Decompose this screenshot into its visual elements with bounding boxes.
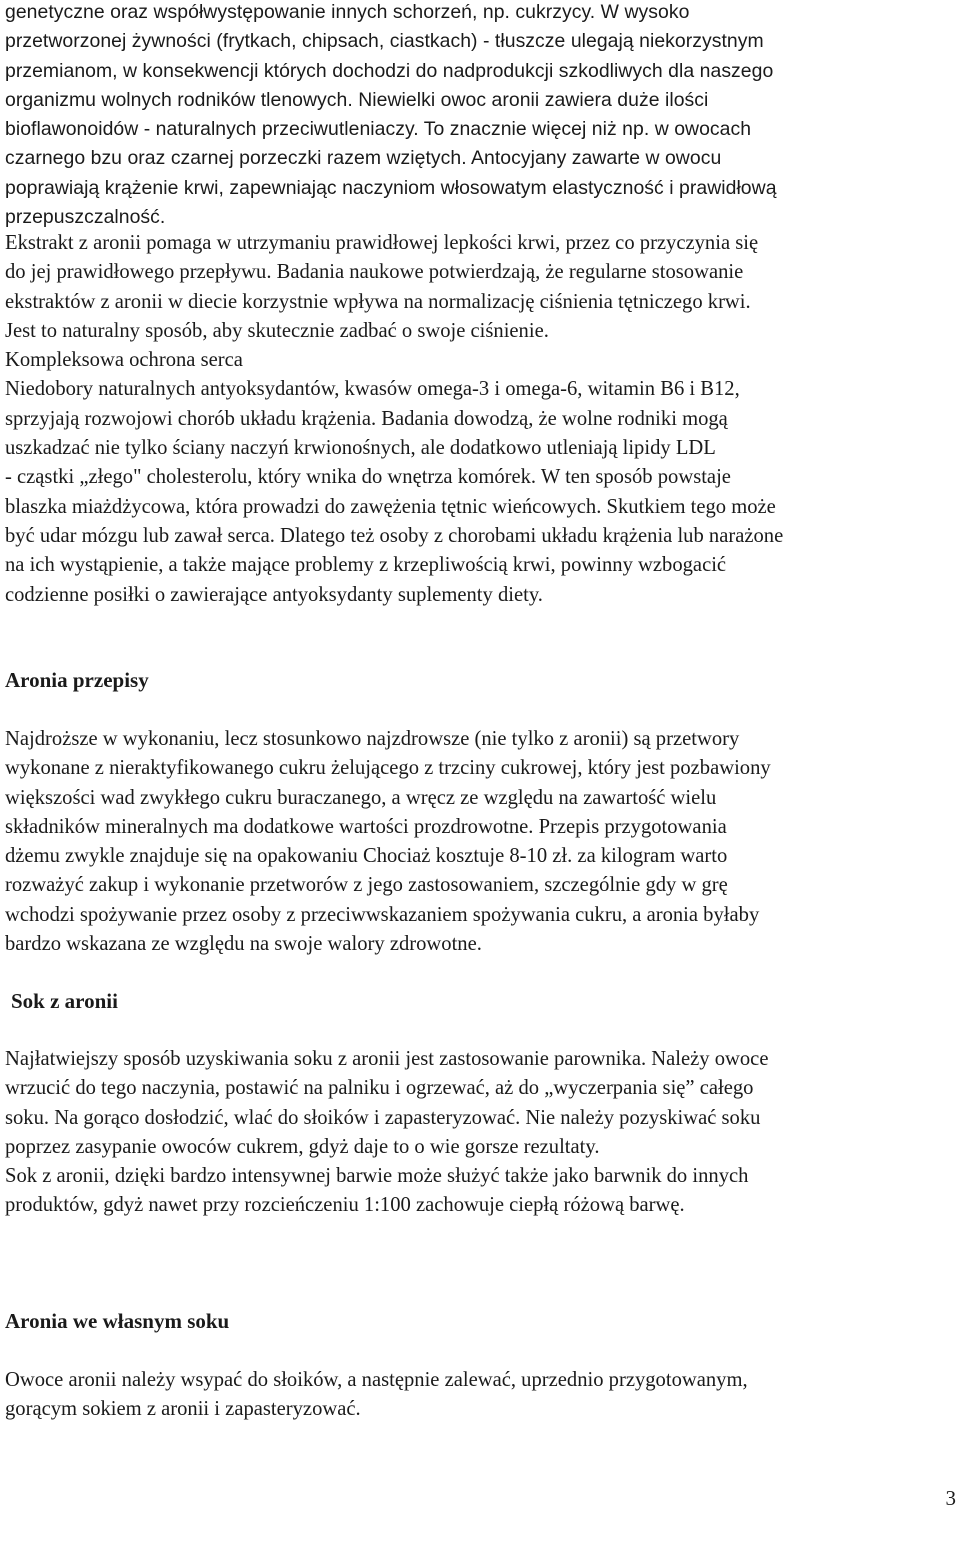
heading-aronia-przepisy: Aronia przepisy — [5, 668, 149, 692]
text-line: Ekstrakt z aronii pomaga w utrzymaniu prawidłowej lepkości krwi, przez co przyczynia się — [5, 232, 759, 254]
text-line: Niedobory naturalnych antyoksydantów, kwasów omega-3 i omega-6, witamin B6 i B12, — [5, 378, 740, 401]
text-line: składników mineralnych ma dodatkowe wartości prozdrowotne. Przepis przygotowania — [5, 815, 727, 838]
text-line: organizmu wolnych rodników tlenowych. Niewielki owoc aronii zawiera duże ilości — [5, 88, 709, 111]
intro-paragraph-sans — [5, 0, 955, 232]
text-line: Najłatwiejszy sposób uzyskiwania soku z aronii jest zastosowanie parownika. Należy owoce — [5, 1048, 769, 1070]
text-line: soku. Na gorąco dosłodzić, wlać do słoików i zapasteryzować. Nie należy pozyskiwać soku — [5, 1106, 761, 1129]
text-line: blaszka miażdżycowa, która prowadzi do zawężenia tętnic wieńcowych. Skutkiem tego może — [5, 495, 776, 518]
text-line: sprzyjają rozwojowi chorób układu krążenia. Badania dowodzą, że wolne rodniki mogą — [5, 407, 728, 430]
text-line: rozważyć zakup i wykonanie przetworów z jego zastosowaniem, szczególnie gdy w grę — [5, 874, 728, 897]
text-line: przetworzonej żywności (frytkach, chipsach, ciastkach) - tłuszcze ulegają niekorzystnym — [5, 30, 764, 53]
text-line: poprawiają krążenie krwi, zapewniając naczyniom włosowatym elastyczność i prawidłową — [5, 176, 777, 199]
text-line: większości wad zwykłego cukru buraczanego, a wręcz ze względu na zawartość wielu — [5, 786, 717, 809]
text-line: wchodzi spożywanie przez osoby z przeciwwskazaniem spożywania cukru, a aronia byłaby — [5, 903, 760, 926]
text-line: dżemu zwykle znajduje się na opakowaniu Chociaż kosztuje 8-10 zł. za kilogram warto — [5, 845, 728, 868]
text-line: produktów, gdyż nawet przy rozcieńczeniu 1:100 zachowuje ciepłą różową barwę. — [5, 1194, 685, 1217]
text-line: Sok z aronii, dzięki bardzo intensywnej barwie może służyć także jako barwnik do innych — [5, 1165, 749, 1188]
text-line: ekstraktów z aronii w diecie korzystnie wpływa na normalizację ciśnienia tętniczego krwi. — [5, 290, 751, 313]
text-line: Kompleksowa ochrona serca — [5, 349, 243, 372]
text-line: Najdroższe w wykonaniu, lecz stosunkowo najzdrowsze (nie tylko z aronii) są przetwory — [5, 728, 740, 750]
recipes-paragraph — [5, 725, 955, 959]
text-line: przepuszczalność. — [5, 206, 166, 229]
text-line: do jej prawidłowego przepływu. Badania naukowe potwierdzają, że regularne stosowanie — [5, 261, 744, 284]
text-line: gorącym sokiem z aronii i zapasteryzować. — [5, 1398, 361, 1421]
text-line: przemianom, w konsekwencji których dochodzi do nadprodukcji szkodliwych dla naszego — [5, 59, 774, 82]
text-line: - cząstki „złego" cholesterolu, który wnika do wnętrza komórek. W ten sposób powstaje — [5, 466, 731, 489]
heart-health-paragraph — [5, 229, 955, 610]
text-line: bardzo wskazana ze względu na swoje walory zdrowotne. — [5, 933, 482, 956]
text-line: czarnego bzu oraz czarnej porzeczki razem wziętych. Antocyjany zawarte w owocu — [5, 147, 722, 170]
text-line: być udar mózgu lub zawał serca. Dlatego też osoby z chorobami układu krążenia lub narażone — [5, 524, 784, 547]
own-juice-paragraph — [5, 1366, 955, 1425]
text-line: wykonane z nieraktyfikowanego cukru żelującego z trzciny cukrowej, który jest pozbawiony — [5, 757, 771, 780]
text-line: uszkadzać nie tylko ściany naczyń krwionośnych, ale dodatkowo utleniają lipidy LDL — [5, 437, 716, 460]
text-line: Owoce aronii należy wsypać do słoików, a następnie zalewać, uprzednio przygotowanym, — [5, 1369, 748, 1391]
text-line: na ich wystąpienie, a także mające problemy z krzepliwością krwi, powinny wzbogacić — [5, 554, 727, 577]
text-line: codzienne posiłki o zawierające antyoksydanty suplementy diety. — [5, 583, 543, 606]
juice-paragraph — [5, 1045, 955, 1221]
page-number: 3 — [945, 1486, 956, 1510]
text-line: wrzucić do tego naczynia, postawić na palniku i ogrzewać, aż do „wyczerpania się” całego — [5, 1077, 754, 1100]
text-line: genetyczne oraz współwystępowanie innych schorzeń, np. cukrzycy. W wysoko — [5, 1, 690, 23]
text-line: poprzez zasypanie owoców cukrem, gdyż daje to o wie gorsze rezultaty. — [5, 1135, 600, 1158]
heading-sok-z-aronii: Sok z aronii — [11, 989, 118, 1013]
heading-aronia-we-wlasnym-soku: Aronia we własnym soku — [5, 1309, 230, 1333]
text-line: bioflawonoidów - naturalnych przeciwutleniaczy. To znacznie więcej niż np. w owocach — [5, 118, 752, 141]
text-line: Jest to naturalny sposób, aby skutecznie zadbać o swoje ciśnienie. — [5, 319, 549, 342]
